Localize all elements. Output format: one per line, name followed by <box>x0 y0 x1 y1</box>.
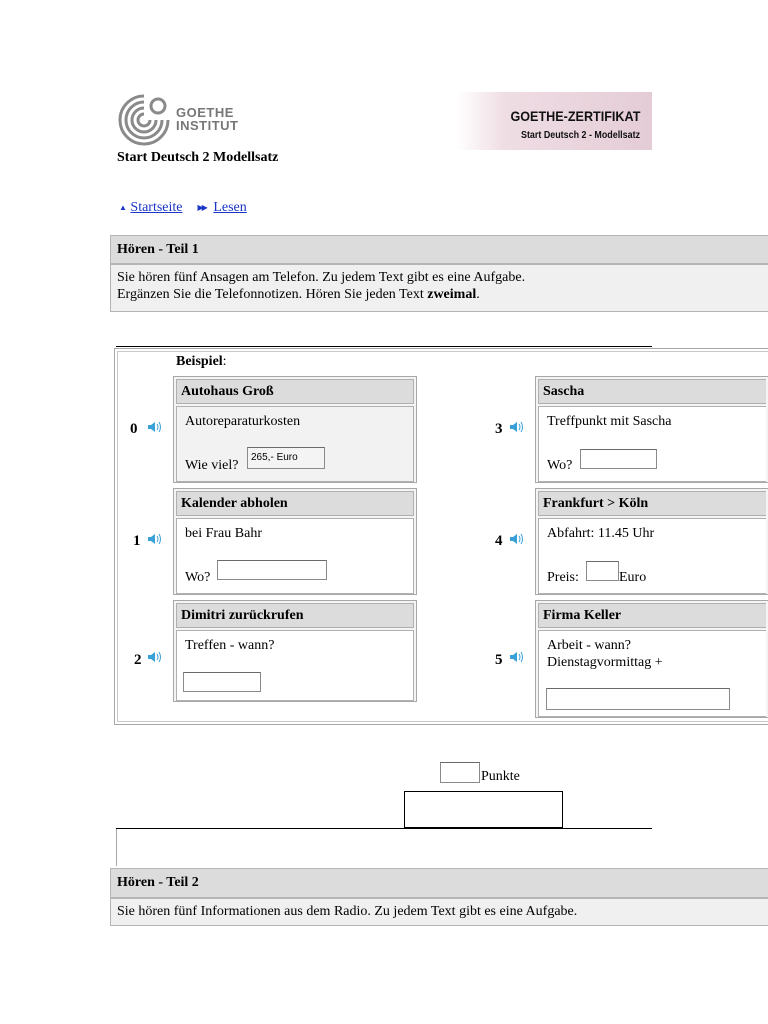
points-field[interactable] <box>440 762 480 783</box>
next-link-lesen[interactable]: Lesen <box>213 200 247 215</box>
note-card-body: Abfahrt: 11.45 Uhr Preis: Euro <box>538 518 766 594</box>
note-card-title: Sascha <box>538 379 766 404</box>
note-card <box>535 600 768 718</box>
note-card <box>173 376 417 483</box>
certificate-banner <box>457 92 652 150</box>
answer-field-example: 265,- Euro <box>247 447 325 469</box>
note-card <box>173 600 417 702</box>
note-card-title: Autohaus Groß <box>176 379 414 404</box>
note-card-body: Arbeit - wann? Dienstagvormittag + <box>538 630 766 717</box>
logo-text-institut: INSTITUT <box>176 118 239 133</box>
example-label: Beispiel: <box>176 354 227 369</box>
part1-title: Hören - Teil 1 <box>110 235 768 264</box>
points-label: Punkte <box>481 769 520 784</box>
part2-title: Hören - Teil 2 <box>110 868 768 898</box>
note-card-title: Kalender abholen <box>176 491 414 516</box>
answer-field-3[interactable] <box>580 449 657 469</box>
part2-instructions: Sie hören fünf Informationen aus dem Radio. Zu jedem Text gibt es eine Aufgabe. <box>110 898 768 926</box>
banner-subtitle: Start Deutsch 2 - Modellsatz <box>520 129 640 141</box>
note-card-title: Frankfurt > Köln <box>538 491 766 516</box>
item-number: 3 <box>495 421 503 437</box>
logo-text-goethe: GOETHE <box>176 105 234 120</box>
item-number: 0 <box>130 421 138 437</box>
note-card-body: Treffen - wann? <box>176 630 414 701</box>
arrow-up-icon: ▲ <box>119 203 127 212</box>
item-number: 2 <box>134 652 142 668</box>
answer-field-1[interactable] <box>217 560 327 580</box>
speaker-icon[interactable] <box>509 533 523 545</box>
speaker-icon[interactable] <box>509 651 523 663</box>
check-button[interactable] <box>404 791 563 828</box>
speaker-icon[interactable] <box>509 421 523 433</box>
answer-field-2[interactable] <box>183 672 261 692</box>
part1-instructions: Sie hören fünf Ansagen am Telefon. Zu jedem Text gibt es eine Aufgabe. Ergänzen Sie die Telefonnotizen. Hören Sie jeden Text zweimal. <box>110 264 768 312</box>
goethe-logo-icon <box>118 94 170 146</box>
note-card-body: bei Frau Bahr Wo? <box>176 518 414 594</box>
note-card-title: Dimitri zurückrufen <box>176 603 414 628</box>
answer-field-4[interactable] <box>586 561 619 581</box>
note-card-title: Firma Keller <box>538 603 766 628</box>
divider <box>116 828 652 829</box>
divider <box>116 346 652 347</box>
item-number: 4 <box>495 533 503 549</box>
note-card-body: Autoreparaturkosten Wie viel? 265,- Euro <box>176 406 414 482</box>
note-card <box>535 488 768 595</box>
banner-title: GOETHE-ZERTIFIKAT <box>510 108 640 124</box>
nav-links <box>119 200 247 216</box>
note-card <box>173 488 417 595</box>
item-number: 1 <box>133 533 141 549</box>
note-card <box>535 376 768 483</box>
home-link[interactable]: Startseite <box>130 200 183 215</box>
speaker-icon[interactable] <box>147 421 161 433</box>
speaker-icon[interactable] <box>147 533 161 545</box>
double-arrow-right-icon: ▶▶ <box>197 203 206 212</box>
goethe-logo <box>118 94 238 146</box>
answer-field-5[interactable] <box>546 688 730 710</box>
speaker-icon[interactable] <box>147 651 161 663</box>
page-title: Start Deutsch 2 Modellsatz <box>117 150 279 165</box>
divider-vertical <box>116 829 117 866</box>
item-number: 5 <box>495 652 503 668</box>
note-card-body: Treffpunkt mit Sascha Wo? <box>538 406 766 482</box>
